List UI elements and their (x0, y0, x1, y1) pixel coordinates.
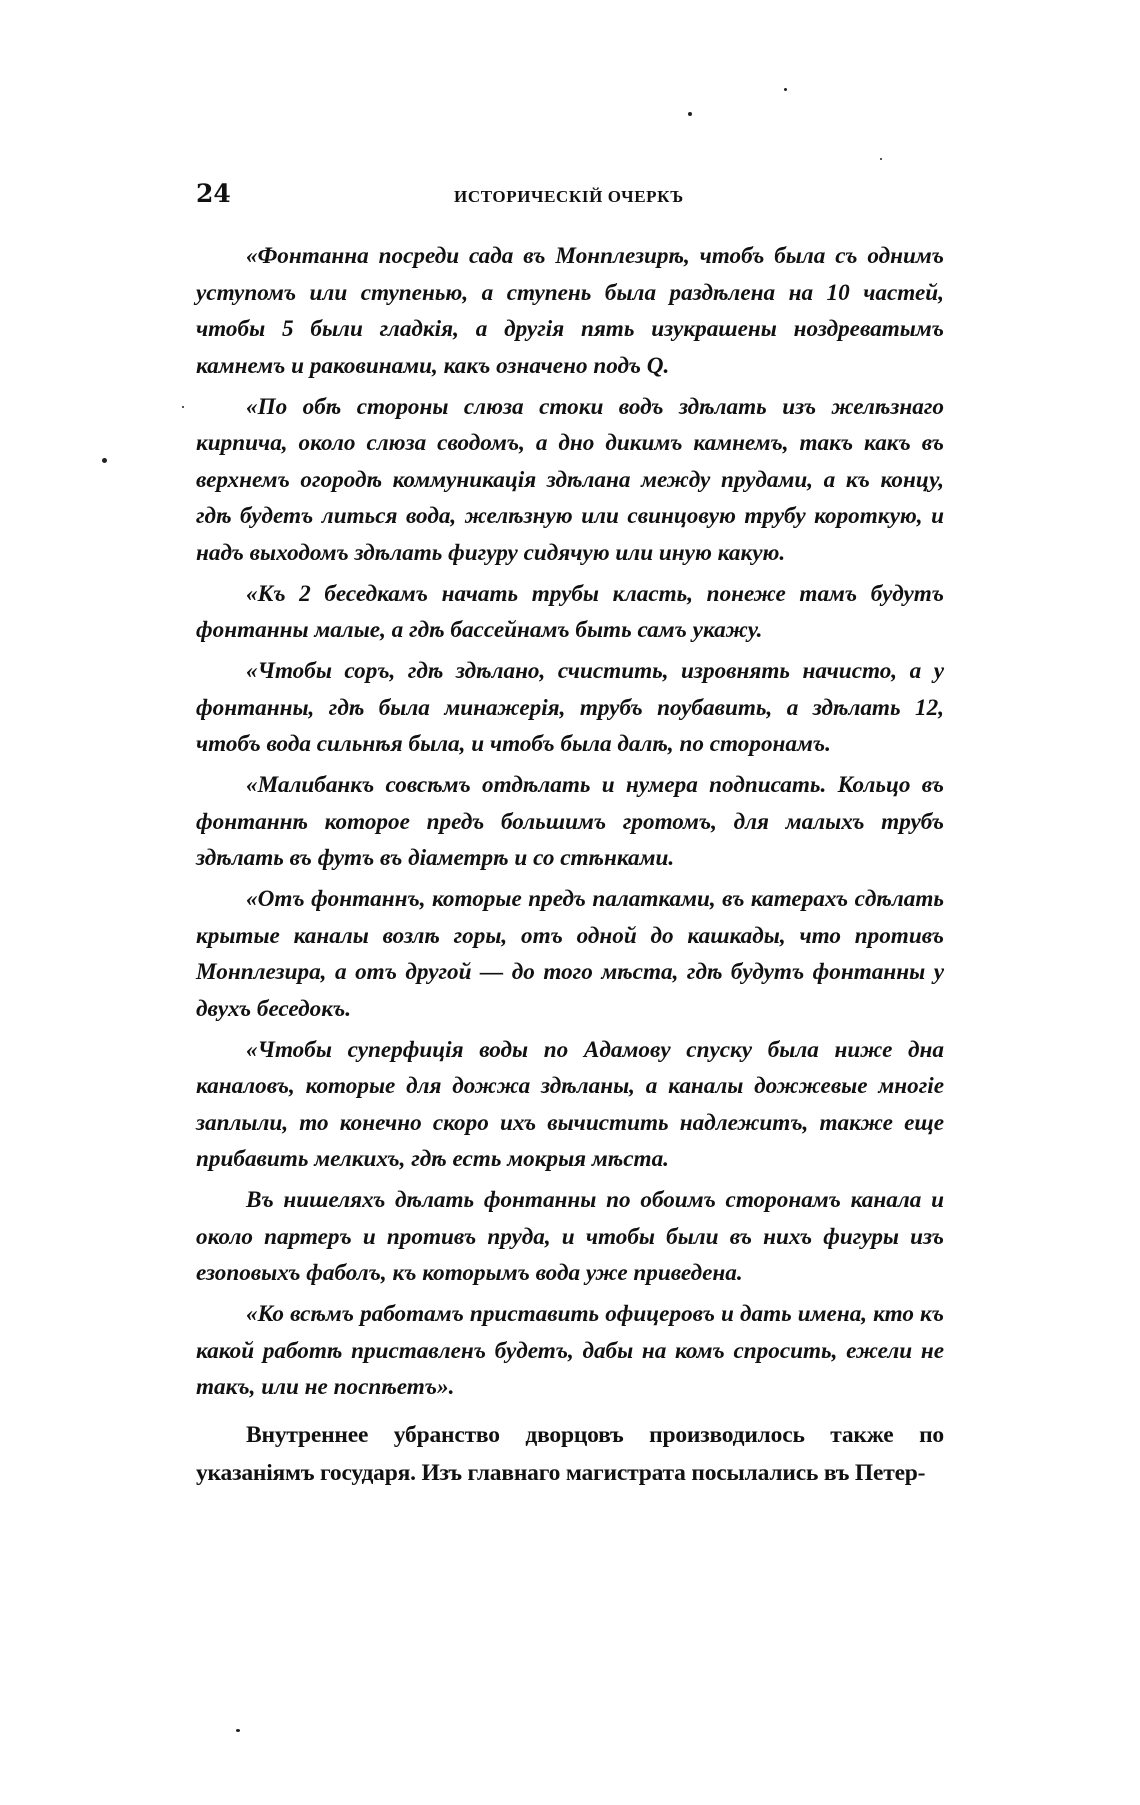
quote-paragraph-8: Въ нишеляхъ дѣлать фонтанны по обоимъ сторонамъ канала и около партеръ и противъ пруда, и чтобы были въ нихъ фигуры изъ езоповыхъ фаболъ, къ которымъ вода уже приведена. (196, 1187, 944, 1286)
body-text (196, 238, 944, 1492)
scan-speck (688, 112, 692, 116)
scan-speck (182, 406, 184, 408)
quote-paragraph-2: «По обѣ стороны слюза стоки водъ здѣлать изъ желѣзнаго кирпича, около слюза сводомъ, а дно дикимъ камнемъ, такъ какъ въ верхнемъ огородѣ коммуникація здѣлана между прудами, а къ концу, гдѣ будетъ литься вода, желѣзную или свинцовую трубу короткую, и надъ выходомъ здѣлать фигуру сидячую или иную какую. (196, 393, 944, 566)
quote-paragraph-9: «Ко всѣмъ работамъ приставить офицеровъ и дать имена, кто къ какой работѣ приставленъ будетъ, дабы на комъ спросить, ежели не такъ, или не поспѣетъ». (196, 1301, 944, 1400)
page-header (196, 179, 944, 213)
page-number: 24 (196, 179, 231, 208)
scan-speck (102, 458, 107, 463)
scan-speck (236, 1729, 240, 1732)
running-title: ИСТОРИЧЕСКІЙ ОЧЕРКЪ (454, 187, 684, 206)
body-paragraph: Внутреннее убранство дворцовъ производилось также по указаніямъ государя. Изъ главнаго магистрата посылались въ Петер- (196, 1421, 944, 1486)
quote-paragraph-1: «Фонтанна посреди сада въ Монплезирѣ, чтобъ была съ однимъ уступомъ или ступенью, а ступень была раздѣлена на 10 частей, чтобы 5 были гладкія, а другія пять изукрашены ноздреватымъ камнемъ и раковинами, какъ означено подъ Q. (196, 243, 944, 379)
quote-paragraph-6: «Отъ фонтаннъ, которые предъ палатками, въ катерахъ сдѣлать крытые каналы возлѣ горы, отъ одной до кашкады, что противъ Монплезира, а отъ другой — до того мѣста, гдѣ будутъ фонтанны у двухъ беседокъ. (196, 886, 944, 1022)
scan-speck (784, 88, 787, 91)
quote-paragraph-7: «Чтобы суперфиція воды по Адамову спуску была ниже дна каналовъ, которые для дожжа здѣланы, а каналы дожжевые многіе заплыли, то конечно скоро ихъ вычистить надлежитъ, также еще прибавить мелкихъ, гдѣ есть мокрыя мѣста. (196, 1036, 944, 1172)
quote-paragraph-5: «Малибанкъ совсѣмъ отдѣлать и нумера подписать. Кольцо въ фонтаннѣ которое предъ большимъ гротомъ, для малыхъ трубъ здѣлать въ футъ въ діаметрѣ и со стѣнками. (196, 772, 944, 871)
quote-paragraph-3: «Къ 2 беседкамъ начать трубы класть, понеже тамъ будутъ фонтанны малые, а гдѣ бассейнамъ быть самъ укажу. (196, 580, 944, 643)
quote-paragraph-4: «Чтобы соръ, гдѣ здѣлано, счистить, изровнять начисто, а у фонтанны, гдѣ была минажерія, трубъ поубавить, а здѣлать 12, чтобъ вода сильнѣя была, и чтобъ была далѣ, по сторонамъ. (196, 658, 944, 757)
scan-speck (880, 158, 882, 160)
